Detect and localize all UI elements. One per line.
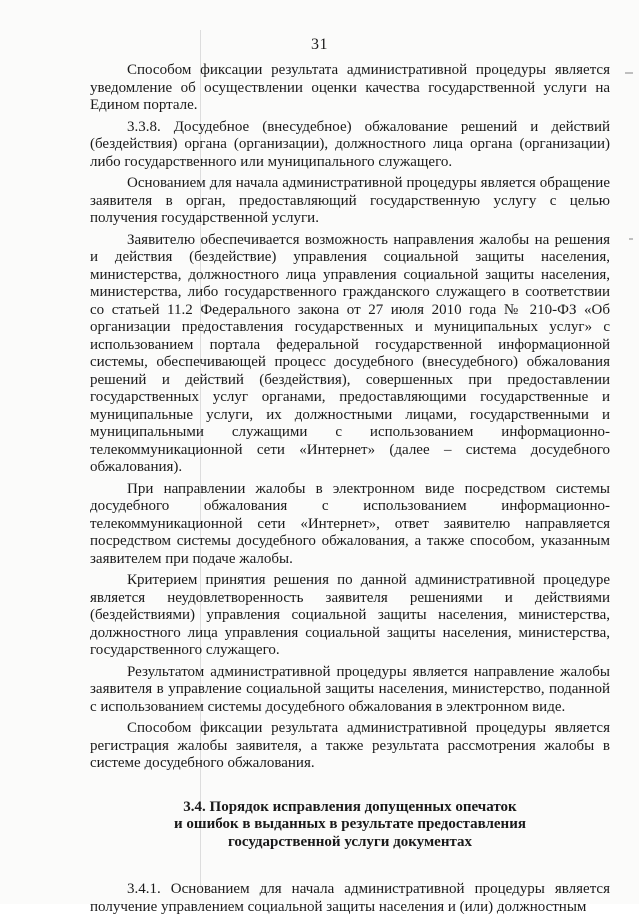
paragraph: При направлении жалобы в электронном виде посредством системы досудебного обжалования с использованием информационно-телекоммуникационной сети «Интернет», ответ заявителю направляется посредством системы досудебного обжалования, а также способом, указанным заявителем при подаче жалобы. [90,480,610,567]
paragraph: Способом фиксации результата административной процедуры является регистрация жалобы заявителя, а также результата рассмотрения жалобы в системе досудебного обжалования. [90,720,610,771]
section-heading-line: и ошибок в выданных в результате предоставления [174,816,526,832]
section-heading-line: государственной услуги документах [227,833,473,850]
paragraph: Основанием для начала административной процедуры является обращение заявителя в орган, предоставляющий государственную услугу с целью получения государственной услуги. [90,175,610,226]
paragraph: Заявителю обеспечивается возможность направления жалобы на решения и действия (бездействие) управления социальной защиты населения, министерства, должностного лица управления социальной защиты населения, министерства, либо государственного гражданского служащего в соответствии со статьей 11.2 Федерального закона от 27 июля 2010 года № 210-ФЗ «Об организации предоставления государственных и муниципальных услуг» с использованием портала федеральной государственной информационной системы, обеспечивающей процесс досудебного (внесудебного) обжалования решений и действий (бездействия), совершенных при предоставлении государственных услуг органами, предоставляющими государственные и муниципальные услуги, их должностными лицами, государственными и муниципальными служащими с использованием информационно-телекоммуникационной сети «Интернет» (далее – система досудебного обжалования). [90,231,610,475]
paragraph: Критерием принятия решения по данной административной процедуре является неудовлетворенность заявителя решениями и действиями (бездействиями) управления социальной защиты населения, министерства, должностного лица управления социальной защиты населения, министерства, государственного служащего. [90,572,610,658]
paragraph: Способом фиксации результата административной процедуры является уведомление об осуществлении оценки качества государственной услуги на Едином портале. [90,62,610,113]
scan-margin-mark [625,72,633,74]
paragraph: 3.3.8. Досудебное (внесудебное) обжалование решений и действий (бездействия) органа (организации), должностного лица органа (организации) либо государственного или муниципального служащего. [90,118,610,170]
section-heading-line: 3.4. Порядок исправления допущенных опечаток [183,798,517,815]
paragraph: Результатом административной процедуры является направление жалобы заявителя в управление социальной защиты населения, министерство, поданной с использованием системы досудебного обжалования в электронном виде. [90,663,610,715]
document-body [90,62,610,920]
section-heading [90,799,610,852]
page-number: 31 [311,36,328,53]
scan-margin-mark [629,238,633,240]
paragraph: 3.4.1. Основанием для начала административной процедуры является получение управлением социальной защиты населения и (или) должностным [90,881,610,915]
